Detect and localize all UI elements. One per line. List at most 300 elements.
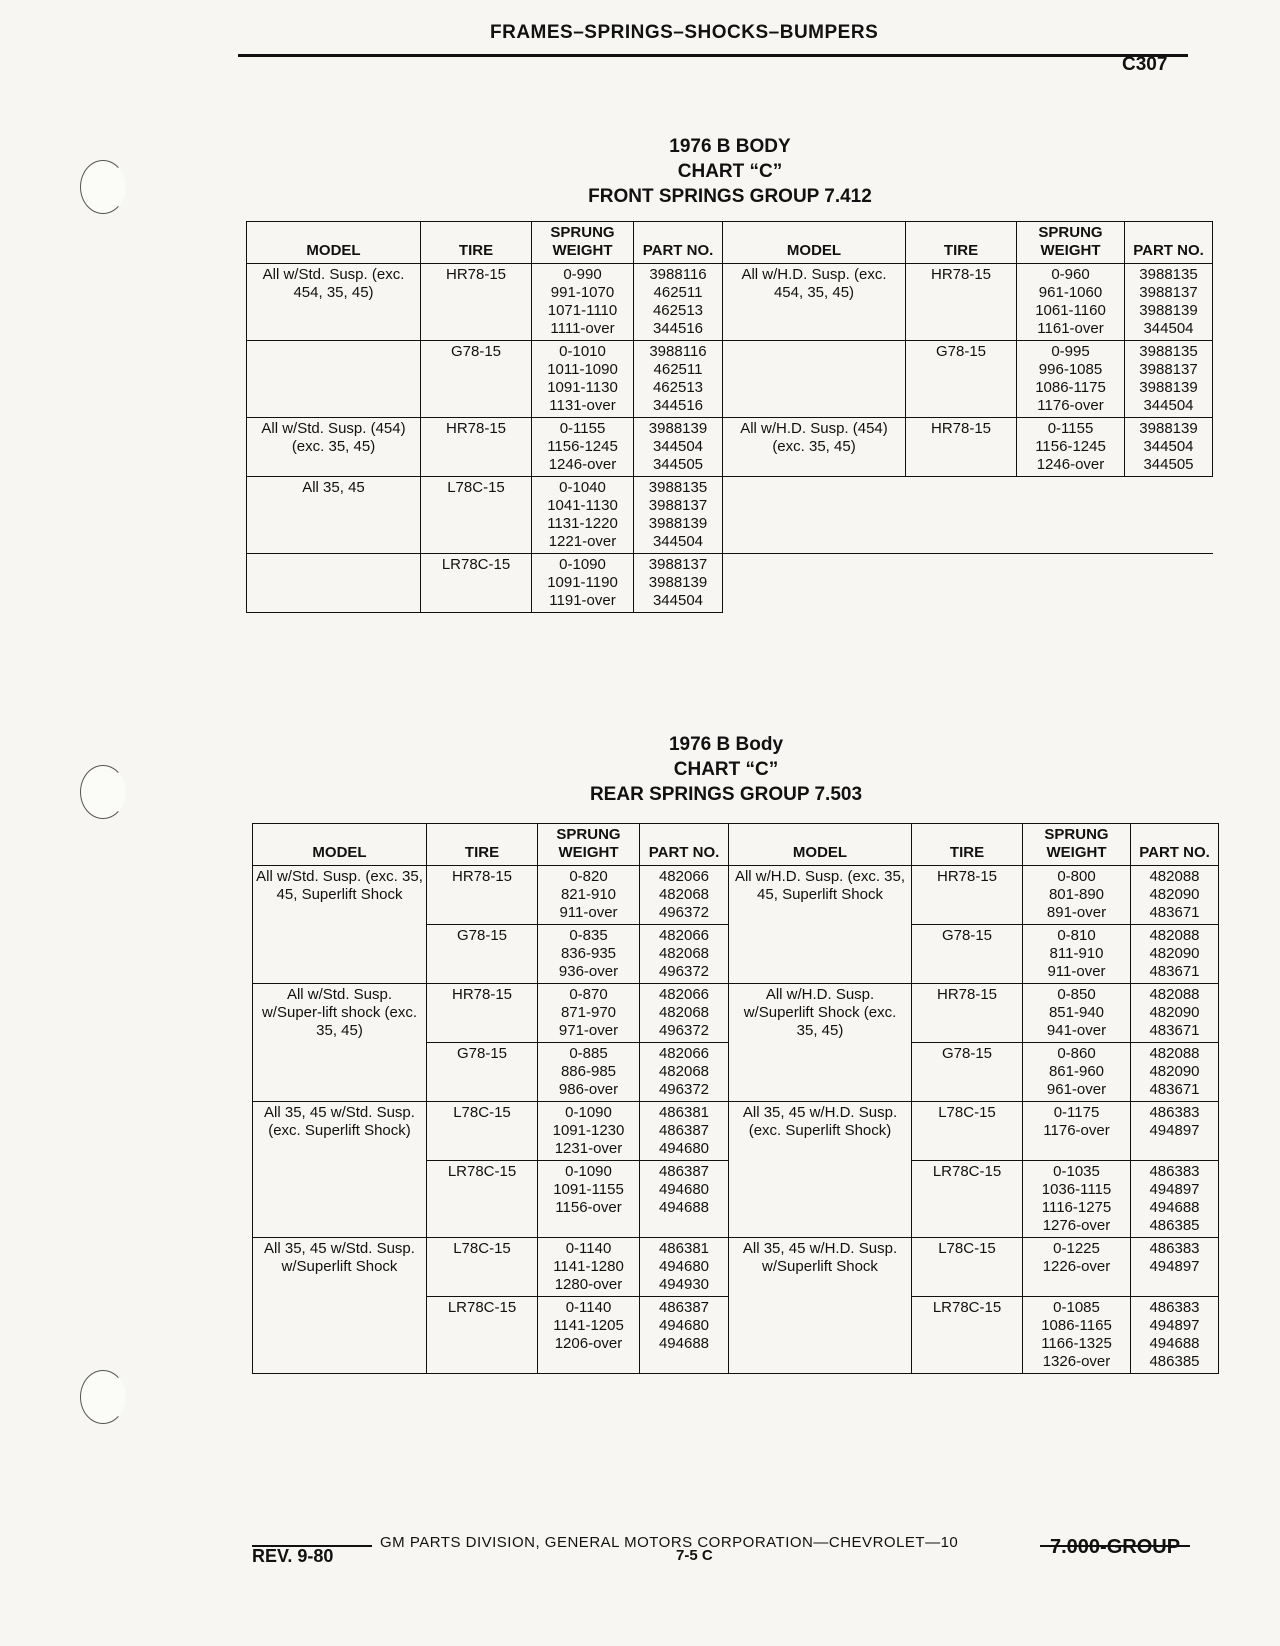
table-row [253,1238,1219,1297]
part-number-cell [1131,1102,1219,1161]
table-row [253,1102,1219,1161]
part-number-cell-line: 3988139 [1139,302,1198,319]
tire-cell: HR78-15 [427,866,538,925]
sprung-weight-cell [1023,1102,1131,1161]
sprung-weight-cell-line: 1156-over [555,1199,622,1216]
sprung-weight-cell-line: 0-1035 [1053,1163,1100,1180]
part-number-cell-line: 3988137 [1139,361,1198,378]
part-number-cell-line: 482066 [658,927,710,944]
part-number-cell-line: 486383 [1149,1104,1200,1121]
sprung-weight-cell [538,1161,640,1238]
tire-cell: G78-15 [421,341,532,418]
part-number-cell-line: 3988116 [649,343,707,360]
sprung-weight-cell-line: 1111-over [550,320,615,337]
table-row [247,341,1213,418]
part-number-cell-line: 483671 [1149,904,1200,921]
model-cell: All 35, 45 w/Std. Susp. w/Superlift Shock [253,1238,427,1374]
empty-cell [906,477,1017,554]
column-header: MODEL [247,222,421,264]
sprung-weight-cell-line: 1226-over [1042,1258,1111,1275]
rear-heading-line: CHART “C” [673,759,779,780]
empty-cell [1125,554,1213,613]
part-number-cell [640,984,729,1043]
part-number-cell-line: 482066 [658,986,710,1003]
part-number-cell-line: 482088 [1149,927,1200,944]
front-heading-line: FRONT SPRINGS GROUP 7.412 [588,186,872,207]
part-number-cell-line: 494897 [1149,1181,1200,1198]
part-number-cell-line: 462511 [653,361,703,378]
part-number-cell-line: 486383 [1149,1163,1200,1180]
sprung-weight-cell-line: 891-over [1046,904,1107,921]
part-number-cell [1131,925,1219,984]
part-number-cell-line: 496372 [658,904,710,921]
part-number-cell-line: 496372 [658,1081,710,1098]
column-header: TIRE [427,824,538,866]
rear-springs-table [252,823,1219,1374]
part-number-cell-line: 344504 [652,533,704,550]
sprung-weight-cell [1023,1238,1131,1297]
sprung-weight-cell-line: 1041-1130 [547,497,618,514]
sprung-weight-cell [1023,866,1131,925]
front-heading-line: 1976 B BODY [669,136,791,157]
part-number-cell-line: 3988135 [648,479,708,496]
sprung-weight-cell-line: 1091-1190 [547,574,618,591]
sprung-weight-cell-line: 836-935 [560,945,617,962]
sprung-weight-cell-line: 936-over [558,963,619,980]
sprung-weight-cell [1023,925,1131,984]
part-number-cell [1131,1238,1219,1297]
sprung-weight-cell-line: 1206-over [554,1335,623,1352]
part-number-cell-line: 486385 [1149,1353,1200,1370]
model-cell: All w/H.D. Susp. (exc. 35, 45, Superlift Shock [729,866,912,984]
sprung-weight-cell-line: 941-over [1046,1022,1107,1039]
sprung-weight-cell-line: 1061-1160 [1035,302,1106,319]
model-cell: All w/H.D. Susp. (454) (exc. 35, 45) [723,418,906,477]
sprung-weight-cell-line: 1161-over [1037,320,1104,337]
part-number-cell [640,1043,729,1102]
sprung-weight-cell-line: 996-1085 [1038,361,1103,378]
part-number-cell-line: 494688 [658,1335,710,1352]
column-header: MODEL [729,824,912,866]
sprung-weight-cell-line: 961-over [1046,1081,1107,1098]
part-number-cell-line: 494688 [658,1199,710,1216]
sprung-weight-cell [532,554,634,613]
column-header: TIRE [912,824,1023,866]
part-number-cell-line: 482090 [1149,1004,1200,1021]
sprung-weight-cell-line: 0-870 [569,986,608,1003]
column-header: TIRE [906,222,1017,264]
sprung-weight-cell-line: 0-1090 [559,556,606,573]
table-row [253,866,1219,925]
sprung-weight-cell-line: 1176-over [1037,397,1104,414]
tire-cell: G78-15 [912,925,1023,984]
table-row [253,984,1219,1043]
sprung-weight-cell [1023,1161,1131,1238]
punch-hole [80,765,126,819]
sprung-weight-cell-line: 0-1010 [559,343,606,360]
part-number-cell-line: 494680 [658,1317,710,1334]
part-number-cell [1131,1297,1219,1374]
part-number-cell-line: 483671 [1149,963,1200,980]
tire-cell: HR78-15 [421,418,532,477]
part-number-cell-line: 3988116 [649,266,707,283]
part-number-cell-line: 483671 [1149,1081,1200,1098]
model-cell: All w/Std. Susp. w/Super-lift shock (exc. 35, 45) [253,984,427,1102]
column-header: MODEL [723,222,906,264]
tire-cell: LR78C-15 [427,1297,538,1374]
part-number-cell-line: 482066 [658,868,710,885]
column-header: PART NO. [1125,222,1213,264]
sprung-weight-cell-line: 1091-1230 [552,1122,625,1139]
part-number-cell-line: 496372 [658,963,710,980]
tire-cell: LR78C-15 [912,1297,1023,1374]
part-number-cell [634,477,723,554]
sprung-weight-cell-line: 0-1155 [559,420,606,437]
sprung-weight-cell-line: 1086-1165 [1041,1317,1112,1334]
part-number-cell-line: 486387 [658,1122,710,1139]
tire-cell: L78C-15 [427,1238,538,1297]
part-number-cell-line: 462513 [652,379,704,396]
column-header: PART NO. [640,824,729,866]
sprung-weight-cell-line: 0-1155 [1047,420,1094,437]
part-number-cell-line: 482090 [1149,945,1200,962]
table-bottom-rule [247,613,1213,614]
table-row [247,477,1213,554]
sprung-weight-cell [538,1297,640,1374]
sprung-weight-cell-line: 1091-1130 [547,379,618,396]
column-header: SPRUNG WEIGHT [1023,824,1131,866]
part-number-cell [1131,984,1219,1043]
part-number-cell-line: 482068 [658,945,710,962]
sprung-weight-cell-line: 1246-over [1036,456,1105,473]
sprung-weight-cell-line: 886-985 [560,1063,617,1080]
tire-cell: HR78-15 [912,984,1023,1043]
sprung-weight-cell [1017,264,1125,341]
empty-cell [723,613,1213,614]
sprung-weight-cell-line: 851-940 [1048,1004,1105,1021]
sprung-weight-cell-line: 1086-1175 [1035,379,1106,396]
sprung-weight-cell-line: 1191-over [549,592,616,609]
model-cell: All 35, 45 w/H.D. Susp. w/Superlift Shock [729,1238,912,1374]
punch-hole [80,1370,126,1424]
part-number-cell-line: 344504 [1143,438,1194,455]
sprung-weight-cell [538,1238,640,1297]
sprung-weight-cell-line: 0-1140 [565,1240,612,1257]
part-number-cell-line: 494897 [1149,1317,1200,1334]
sprung-weight-cell-line: 986-over [558,1081,619,1098]
sprung-weight-cell-line: 1276-over [1042,1217,1111,1234]
tire-cell: HR78-15 [427,984,538,1043]
model-cell: All 35, 45 [247,477,421,554]
model-cell: All 35, 45 w/H.D. Susp. (exc. Superlift Shock) [729,1102,912,1238]
part-number-cell-line: 344516 [652,397,704,414]
part-number-cell-line: 486383 [1149,1299,1200,1316]
sprung-weight-cell-line: 0-995 [1051,343,1090,360]
part-number-cell-line: 486381 [658,1104,710,1121]
model-cell: All w/Std. Susp. (454) (exc. 35, 45) [247,418,421,477]
tire-cell: L78C-15 [421,477,532,554]
sprung-weight-cell-line: 1011-1090 [547,361,618,378]
column-header: PART NO. [1131,824,1219,866]
sprung-weight-cell-line: 0-960 [1051,266,1090,283]
part-number-cell [634,418,723,477]
sprung-weight-cell [1017,341,1125,418]
tire-cell: HR78-15 [912,866,1023,925]
sprung-weight-cell-line: 1141-1280 [553,1258,624,1275]
footer-group: 7.000-GROUP [1050,1536,1181,1558]
sprung-weight-cell-line: 801-890 [1048,886,1105,903]
part-number-cell-line: 3988135 [1139,343,1198,360]
sprung-weight-cell-line: 1156-1245 [547,438,618,455]
part-number-cell-line: 3988139 [648,420,708,437]
part-number-cell-line: 3988137 [648,556,708,573]
part-number-cell-line: 482088 [1149,868,1200,885]
part-number-cell-line: 482090 [1149,886,1200,903]
sprung-weight-cell-line: 971-over [558,1022,619,1039]
sprung-weight-cell-line: 0-820 [569,868,608,885]
column-header: SPRUNG WEIGHT [1017,222,1125,264]
part-number-cell-line: 462511 [653,284,703,301]
part-number-cell-line: 3988137 [1139,284,1198,301]
part-number-cell-line: 344504 [652,592,704,609]
sprung-weight-cell-line: 1141-1205 [553,1317,624,1334]
part-number-cell [634,264,723,341]
sprung-weight-cell-line: 821-910 [560,886,617,903]
empty-cell [723,477,906,554]
sprung-weight-cell-line: 0-1085 [1053,1299,1100,1316]
sprung-weight-cell-line: 0-885 [569,1045,608,1062]
sprung-weight-cell-line: 1036-1115 [1041,1181,1112,1198]
table-row [247,554,1213,613]
part-number-cell-line: 483671 [1149,1022,1200,1039]
sprung-weight-cell [1023,984,1131,1043]
sprung-weight-cell-line: 1246-over [548,456,617,473]
sprung-weight-cell-line: 911-over [1047,963,1106,980]
empty-cell [723,554,906,613]
table-row [247,418,1213,477]
sprung-weight-cell-line: 0-1090 [565,1163,612,1180]
part-number-cell-line: 494688 [1149,1199,1200,1216]
part-number-cell [640,1161,729,1238]
part-number-cell [1131,866,1219,925]
part-number-cell-line: 494680 [658,1140,710,1157]
tire-cell: L78C-15 [912,1102,1023,1161]
tire-cell: HR78-15 [906,264,1017,341]
model-cell: All w/H.D. Susp. (exc. 454, 35, 45) [723,264,906,341]
sprung-weight-cell-line: 0-800 [1057,868,1096,885]
model-cell [247,554,421,613]
tire-cell: HR78-15 [421,264,532,341]
part-number-cell [1131,1161,1219,1238]
part-number-cell [1125,418,1213,477]
empty-cell [1125,477,1213,554]
sprung-weight-cell-line: 1231-over [554,1140,623,1157]
part-number-cell [640,1102,729,1161]
part-number-cell-line: 494897 [1149,1258,1200,1275]
rear-heading-line: 1976 B Body [668,734,784,755]
part-number-cell-line: 344504 [1143,397,1194,414]
sprung-weight-cell-line: 861-960 [1048,1063,1105,1080]
part-number-cell [640,925,729,984]
sprung-weight-cell [538,866,640,925]
sprung-weight-cell-line: 1071-1110 [547,302,618,319]
part-number-cell-line: 462513 [652,302,704,319]
sprung-weight-cell-line: 911-over [559,904,618,921]
sprung-weight-cell-line: 0-1225 [1053,1240,1100,1257]
sprung-weight-cell-line: 1166-1325 [1041,1335,1112,1352]
tire-cell: G78-15 [427,1043,538,1102]
bottom-rule-cell [247,613,723,614]
sprung-weight-cell-line: 0-835 [569,927,608,944]
part-number-cell-line: 486383 [1149,1240,1200,1257]
part-number-cell-line: 3988135 [1139,266,1198,283]
part-number-cell-line: 486381 [658,1240,710,1257]
sprung-weight-cell-line: 0-860 [1057,1045,1096,1062]
empty-cell [1017,554,1125,613]
sprung-weight-cell-line: 1176-over [1043,1122,1110,1139]
sprung-weight-cell-line: 1280-over [554,1276,623,1293]
part-number-cell-line: 486385 [1149,1217,1200,1234]
part-number-cell-line: 344516 [652,320,704,337]
part-number-cell [1131,1043,1219,1102]
tire-cell: HR78-15 [906,418,1017,477]
sprung-weight-cell [1017,418,1125,477]
header-row [247,222,1213,264]
sprung-weight-cell-line: 1326-over [1042,1353,1111,1370]
tire-cell: G78-15 [912,1043,1023,1102]
tire-cell: G78-15 [906,341,1017,418]
empty-cell [906,554,1017,613]
sprung-weight-cell [538,1102,640,1161]
part-number-cell-line: 3988139 [648,515,708,532]
sprung-weight-cell [538,984,640,1043]
part-number-cell-line: 482088 [1149,1045,1200,1062]
page-code: C307 [1122,54,1168,75]
part-number-cell-line: 482068 [658,1063,710,1080]
model-cell [247,341,421,418]
header-row [253,824,1219,866]
part-number-cell [640,1238,729,1297]
sprung-weight-cell-line: 0-990 [563,266,602,283]
tire-cell: LR78C-15 [421,554,532,613]
footer-page-number: 7-5 C [676,1547,713,1564]
tire-cell: L78C-15 [912,1238,1023,1297]
sprung-weight-cell-line: 0-1040 [559,479,606,496]
sprung-weight-cell-line: 1131-over [549,397,616,414]
sprung-weight-cell [532,264,634,341]
sprung-weight-cell [538,1043,640,1102]
sprung-weight-cell-line: 0-1175 [1053,1104,1100,1121]
part-number-cell-line: 482088 [1149,986,1200,1003]
part-number-cell-line: 494897 [1149,1122,1200,1139]
part-number-cell-line: 494680 [658,1181,710,1198]
footer-revision: REV. 9-80 [252,1546,334,1566]
column-header: SPRUNG WEIGHT [532,222,634,264]
part-number-cell-line: 3988139 [1139,379,1198,396]
sprung-weight-cell-line: 991-1070 [550,284,615,301]
empty-cell [1017,477,1125,554]
model-cell: All w/Std. Susp. (exc. 454, 35, 45) [247,264,421,341]
page-header-title: FRAMES–SPRINGS–SHOCKS–BUMPERS [490,22,879,43]
front-chart-heading [480,134,980,209]
sprung-weight-cell-line: 1091-1155 [553,1181,624,1198]
front-springs-table [246,221,1213,613]
part-number-cell-line: 3988139 [648,574,708,591]
part-number-cell-line: 344505 [652,456,704,473]
part-number-cell-line: 482068 [658,886,710,903]
model-cell: All w/H.D. Susp. w/Superlift Shock (exc. 35, 45) [729,984,912,1102]
model-cell: All w/Std. Susp. (exc. 35, 45, Superlift Shock [253,866,427,984]
part-number-cell-line: 344504 [1143,320,1194,337]
sprung-weight-cell-line: 1221-over [548,533,617,550]
tire-cell: LR78C-15 [912,1161,1023,1238]
sprung-weight-cell-line: 961-1060 [1038,284,1103,301]
part-number-cell-line: 494680 [658,1258,710,1275]
part-number-cell-line: 486387 [658,1299,710,1316]
sprung-weight-cell-line: 1116-1275 [1041,1199,1112,1216]
part-number-cell [634,554,723,613]
sprung-weight-cell [1023,1043,1131,1102]
sprung-weight-cell [532,418,634,477]
sprung-weight-cell-line: 0-1140 [565,1299,612,1316]
sprung-weight-cell [532,477,634,554]
part-number-cell-line: 494688 [1149,1335,1200,1352]
model-cell: All 35, 45 w/Std. Susp. (exc. Superlift Shock) [253,1102,427,1238]
rear-heading-line: REAR SPRINGS GROUP 7.503 [589,784,863,805]
part-number-cell [1125,341,1213,418]
part-number-cell-line: 482066 [658,1045,710,1062]
sprung-weight-cell [1023,1297,1131,1374]
column-header: PART NO. [634,222,723,264]
part-number-cell-line: 344505 [1143,456,1194,473]
sprung-weight-cell-line: 1156-1245 [1035,438,1106,455]
part-number-cell-line: 486387 [658,1163,710,1180]
footer-division: GM PARTS DIVISION, GENERAL MOTORS CORPORATION—CHEVROLET—10 [380,1534,959,1551]
model-cell [723,341,906,418]
punch-hole [80,160,126,214]
sprung-weight-cell-line: 0-810 [1057,927,1096,944]
header-rule [238,54,1188,57]
table-row [247,264,1213,341]
sprung-weight-cell [538,925,640,984]
bottom-rule-cell [253,1374,1219,1375]
rear-chart-heading [476,732,976,807]
part-number-cell-line: 496372 [658,1022,710,1039]
front-heading-line: CHART “C” [677,161,783,182]
column-header: SPRUNG WEIGHT [538,824,640,866]
tire-cell: G78-15 [427,925,538,984]
part-number-cell-line: 482090 [1149,1063,1200,1080]
column-header: TIRE [421,222,532,264]
part-number-cell-line: 344504 [652,438,704,455]
tire-cell: LR78C-15 [427,1161,538,1238]
column-header: MODEL [253,824,427,866]
part-number-cell-line: 3988137 [648,497,708,514]
sprung-weight-cell-line: 1131-1220 [547,515,618,532]
part-number-cell-line: 482068 [658,1004,710,1021]
sprung-weight-cell-line: 871-970 [560,1004,617,1021]
sprung-weight-cell-line: 0-850 [1057,986,1096,1003]
tire-cell: L78C-15 [427,1102,538,1161]
sprung-weight-cell-line: 811-910 [1049,945,1104,962]
part-number-cell [640,1297,729,1374]
sprung-weight-cell-line: 0-1090 [565,1104,612,1121]
part-number-cell-line: 494930 [658,1276,710,1293]
sprung-weight-cell [532,341,634,418]
part-number-cell [634,341,723,418]
part-number-cell [1125,264,1213,341]
table-bottom-rule [253,1374,1219,1375]
